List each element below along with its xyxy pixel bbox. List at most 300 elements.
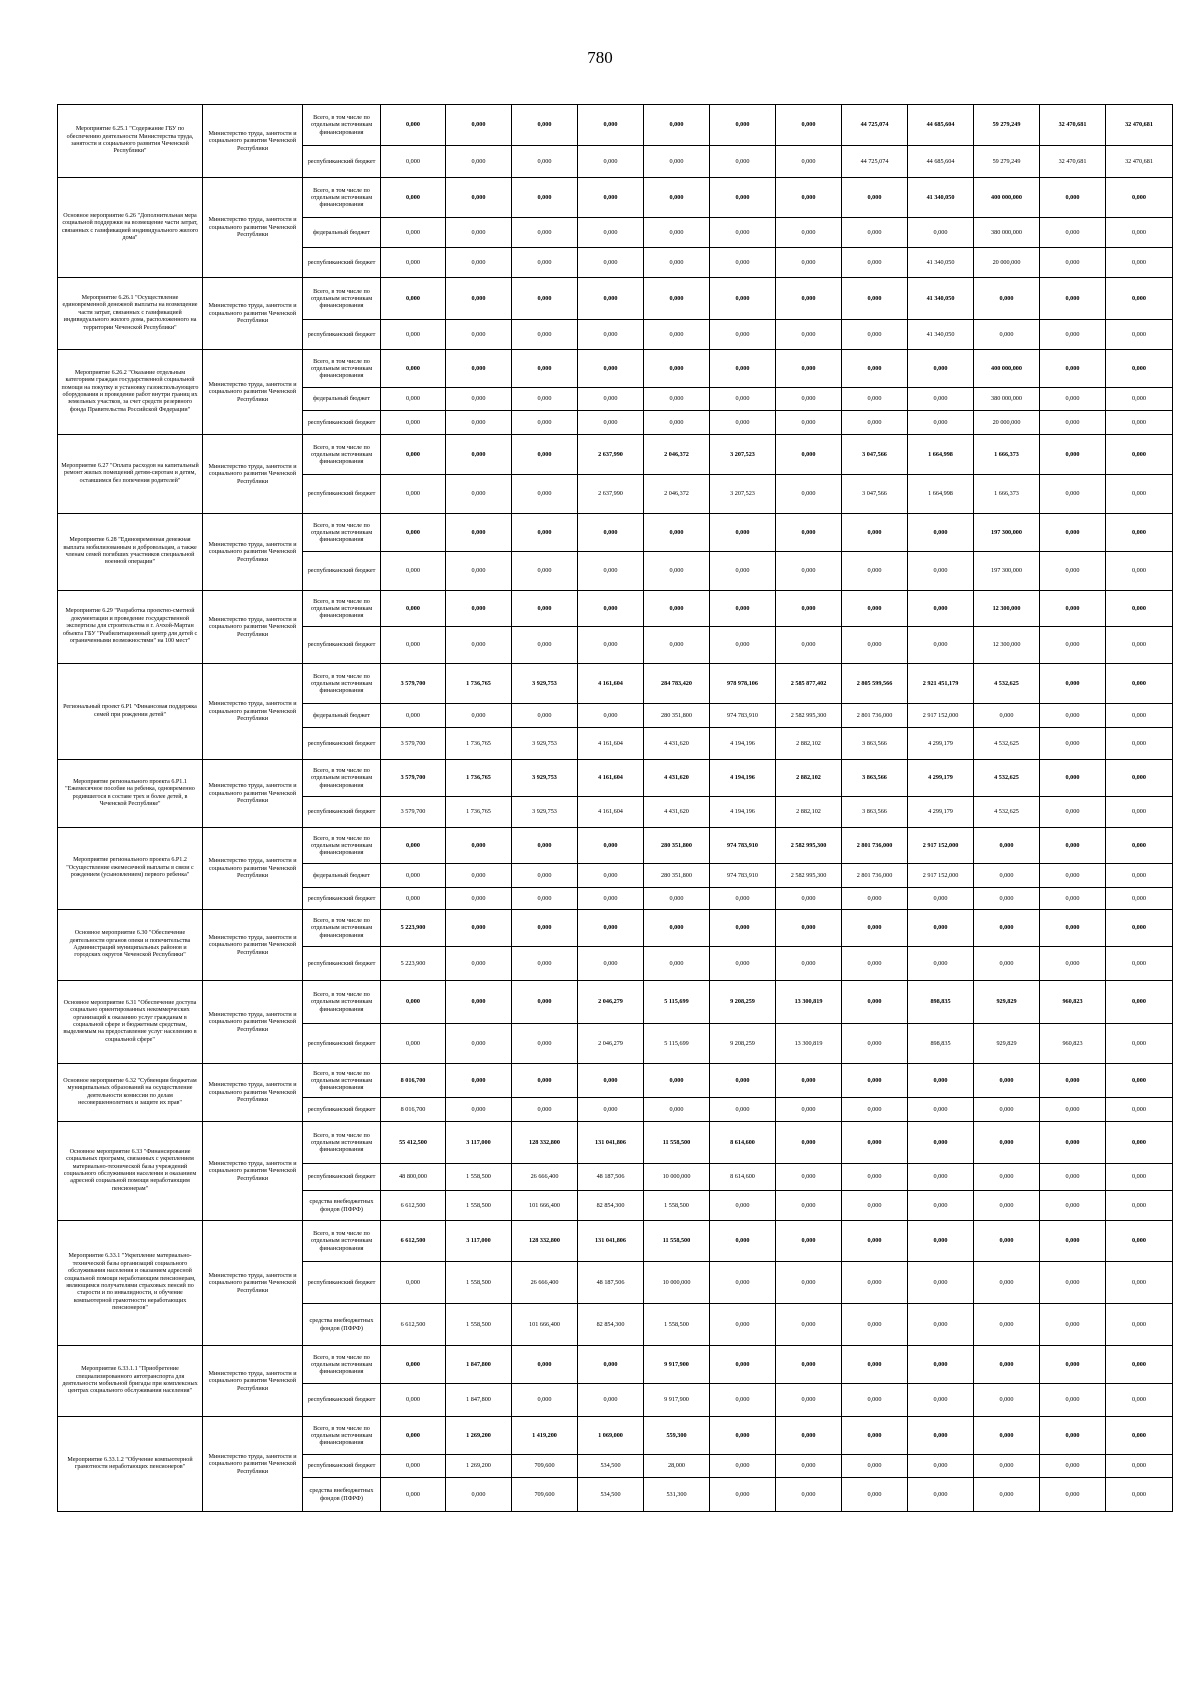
amount-cell: 12 300,000 [974,591,1040,627]
amount-cell: 4 161,604 [578,728,644,760]
amount-cell: 0,000 [644,218,710,248]
amount-cell: 0,000 [710,388,776,411]
event-title-cell: Мероприятие регионального проекта 6.Р1.1 "Ежемесячное пособие на ребенка, одновременно родившегося в составе трех и более детей, в Чеченской Республике" [58,760,203,828]
amount-cell: 0,000 [644,514,710,552]
amount-cell: 0,000 [776,350,842,388]
amount-cell: 2 917 152,000 [908,864,974,888]
amount-cell: 0,000 [1106,1417,1173,1455]
amount-cell: 0,000 [512,981,578,1024]
amount-cell: 0,000 [512,1098,578,1122]
amount-cell: 0,000 [1106,248,1173,278]
amount-cell: 0,000 [1106,178,1173,218]
amount-cell: 2 805 599,566 [842,664,908,704]
amount-cell: 0,000 [1040,828,1106,864]
amount-cell: 3 047,566 [842,435,908,475]
amount-cell: 0,000 [381,864,446,888]
amount-cell: 0,000 [710,1478,776,1512]
amount-cell: 0,000 [381,248,446,278]
amount-cell: 0,000 [710,1346,776,1384]
amount-cell: 0,000 [974,1304,1040,1346]
responsible-executor-cell: Министерство труда, занятости и социального развития Чеченской Республики [203,981,303,1064]
amount-cell: 0,000 [644,105,710,146]
amount-cell: 0,000 [578,278,644,320]
amount-cell: 534,500 [578,1478,644,1512]
amount-cell: 0,000 [842,1346,908,1384]
amount-cell: 0,000 [974,888,1040,910]
amount-cell: 0,000 [842,591,908,627]
amount-cell: 0,000 [842,514,908,552]
amount-cell: 32 470,681 [1106,105,1173,146]
amount-cell: 0,000 [1040,1064,1106,1098]
amount-cell: 0,000 [1040,248,1106,278]
amount-cell: 0,000 [446,218,512,248]
event-title-cell: Мероприятие 6.27 "Оплата расходов на капитальный ремонт жилых помещений детям-сиротам и детям, оставшимся без попечения родителей" [58,435,203,514]
amount-cell: 0,000 [512,1346,578,1384]
amount-cell: 1 558,500 [446,1304,512,1346]
amount-cell: 0,000 [1106,320,1173,350]
amount-cell: 559,300 [644,1417,710,1455]
amount-cell: 9 208,259 [710,981,776,1024]
amount-cell: 0,000 [1106,475,1173,514]
amount-cell: 4 431,620 [644,728,710,760]
amount-cell: 0,000 [1040,1262,1106,1304]
amount-cell: 0,000 [908,1478,974,1512]
amount-cell: 0,000 [1040,320,1106,350]
amount-cell: 2 637,990 [578,435,644,475]
amount-cell: 2 046,279 [578,981,644,1024]
amount-cell: 0,000 [908,1122,974,1164]
amount-cell: 0,000 [710,1262,776,1304]
amount-cell: 0,000 [776,146,842,178]
amount-cell: 0,000 [1106,1346,1173,1384]
event-title-cell: Мероприятие 6.33.1 "Укрепление материально-технической базы организаций социального обслуживания населения и оказанием адресной социальной помощи неработающим пенсионерам, являющимся получателями страховых пенсий по старости и по инвалидности, и обучение компьютерной грамотности неработающих пенсионеров" [58,1221,203,1346]
amount-cell: 0,000 [1040,552,1106,591]
amount-cell: 0,000 [842,910,908,947]
amount-cell: 0,000 [512,864,578,888]
amount-cell: 0,000 [1106,1024,1173,1064]
amount-cell: 0,000 [1040,910,1106,947]
amount-cell: 400 000,000 [974,178,1040,218]
amount-cell: 4 431,620 [644,797,710,828]
amount-cell: 0,000 [710,514,776,552]
amount-cell: 0,000 [381,435,446,475]
amount-cell: 1 664,998 [908,435,974,475]
amount-cell: 3 117,000 [446,1221,512,1262]
amount-cell: 0,000 [842,1024,908,1064]
amount-cell: 0,000 [446,320,512,350]
table-row-total [58,1122,1173,1164]
amount-cell: 0,000 [446,888,512,910]
responsible-executor-cell: Министерство труда, занятости и социального развития Чеченской Республики [203,435,303,514]
amount-cell: 2 046,372 [644,475,710,514]
funding-source-cell: республиканский бюджет [303,1098,381,1122]
amount-cell: 0,000 [381,514,446,552]
amount-cell: 0,000 [1040,728,1106,760]
amount-cell: 0,000 [1106,411,1173,435]
amount-cell: 0,000 [908,1346,974,1384]
amount-cell: 0,000 [1106,664,1173,704]
amount-cell: 0,000 [381,475,446,514]
amount-cell: 0,000 [381,218,446,248]
event-title-cell: Региональный проект 6.Р1 "Финансовая поддержка семей при рождении детей" [58,664,203,760]
table-row-total [58,910,1173,947]
amount-cell: 0,000 [908,1455,974,1478]
amount-cell: 0,000 [710,627,776,664]
amount-cell: 0,000 [512,910,578,947]
amount-cell: 0,000 [710,1384,776,1417]
amount-cell: 0,000 [776,1346,842,1384]
amount-cell: 0,000 [1106,760,1173,797]
amount-cell: 2 801 736,000 [842,864,908,888]
amount-cell: 3 863,566 [842,797,908,828]
amount-cell: 0,000 [578,411,644,435]
amount-cell: 0,000 [512,475,578,514]
amount-cell: 0,000 [710,320,776,350]
amount-cell: 0,000 [578,704,644,728]
amount-cell: 13 300,819 [776,981,842,1024]
amount-cell: 32 470,681 [1106,146,1173,178]
amount-cell: 0,000 [908,627,974,664]
amount-cell: 0,000 [381,1478,446,1512]
amount-cell: 0,000 [446,627,512,664]
funding-source-cell: республиканский бюджет [303,888,381,910]
funding-source-cell: Всего, в том числе по отдельным источникам финансирования [303,435,381,475]
amount-cell: 0,000 [644,278,710,320]
amount-cell: 2 917 152,000 [908,704,974,728]
amount-cell: 1 558,500 [446,1191,512,1221]
amount-cell: 0,000 [578,350,644,388]
amount-cell: 0,000 [1106,591,1173,627]
amount-cell: 0,000 [381,552,446,591]
amount-cell: 3 047,566 [842,475,908,514]
amount-cell: 0,000 [644,350,710,388]
amount-cell: 4 532,625 [974,728,1040,760]
amount-cell: 709,600 [512,1478,578,1512]
amount-cell: 197 300,000 [974,552,1040,591]
funding-source-cell: Всего, в том числе по отдельным источникам финансирования [303,1221,381,1262]
amount-cell: 32 470,681 [1040,105,1106,146]
amount-cell: 0,000 [512,388,578,411]
amount-cell: 0,000 [974,864,1040,888]
amount-cell: 0,000 [578,178,644,218]
amount-cell: 0,000 [1106,797,1173,828]
amount-cell: 898,835 [908,1024,974,1064]
amount-cell: 2 917 152,000 [908,828,974,864]
amount-cell: 0,000 [1040,760,1106,797]
amount-cell: 0,000 [1106,704,1173,728]
amount-cell: 4 161,604 [578,664,644,704]
amount-cell: 0,000 [381,178,446,218]
funding-source-cell: Всего, в том числе по отдельным источникам финансирования [303,910,381,947]
amount-cell: 41 340,050 [908,320,974,350]
amount-cell: 1 666,373 [974,435,1040,475]
amount-cell: 4 194,196 [710,760,776,797]
amount-cell: 26 666,400 [512,1164,578,1191]
amount-cell: 101 666,400 [512,1304,578,1346]
amount-cell: 1 558,500 [644,1304,710,1346]
responsible-executor-cell: Министерство труда, занятости и социального развития Чеченской Республики [203,591,303,664]
amount-cell: 3 207,523 [710,435,776,475]
amount-cell: 0,000 [644,178,710,218]
amount-cell: 0,000 [710,278,776,320]
amount-cell: 2 582 995,300 [776,828,842,864]
amount-cell: 0,000 [644,1064,710,1098]
amount-cell: 0,000 [1106,1478,1173,1512]
amount-cell: 0,000 [512,411,578,435]
amount-cell: 0,000 [776,411,842,435]
amount-cell: 0,000 [974,1221,1040,1262]
amount-cell: 0,000 [710,350,776,388]
amount-cell: 0,000 [446,864,512,888]
amount-cell: 0,000 [908,1191,974,1221]
amount-cell: 0,000 [1040,888,1106,910]
amount-cell: 0,000 [512,591,578,627]
amount-cell: 0,000 [644,411,710,435]
amount-cell: 41 340,050 [908,278,974,320]
amount-cell: 4 299,179 [908,797,974,828]
amount-cell: 0,000 [710,888,776,910]
amount-cell: 0,000 [710,105,776,146]
amount-cell: 1 847,800 [446,1384,512,1417]
amount-cell: 0,000 [578,627,644,664]
responsible-executor-cell: Министерство труда, занятости и социального развития Чеченской Республики [203,664,303,760]
amount-cell: 0,000 [381,981,446,1024]
amount-cell: 280 351,800 [644,828,710,864]
amount-cell: 3 863,566 [842,728,908,760]
amount-cell: 0,000 [710,1098,776,1122]
amount-cell: 6 612,500 [381,1191,446,1221]
amount-cell: 0,000 [908,1417,974,1455]
amount-cell: 0,000 [908,591,974,627]
table-row-total [58,591,1173,627]
amount-cell: 0,000 [1040,1455,1106,1478]
amount-cell: 0,000 [1040,947,1106,981]
amount-cell: 0,000 [1040,1191,1106,1221]
amount-cell: 82 854,300 [578,1304,644,1346]
funding-source-cell: Всего, в том числе по отдельным источникам финансирования [303,514,381,552]
funding-source-cell: Всего, в том числе по отдельным источникам финансирования [303,1346,381,1384]
amount-cell: 131 041,806 [578,1122,644,1164]
amount-cell: 0,000 [908,218,974,248]
amount-cell: 280 351,800 [644,704,710,728]
amount-cell: 12 300,000 [974,627,1040,664]
amount-cell: 2 882,102 [776,728,842,760]
amount-cell: 929,829 [974,1024,1040,1064]
amount-cell: 0,000 [381,388,446,411]
funding-source-cell: Всего, в том числе по отдельным источникам финансирования [303,981,381,1024]
amount-cell: 0,000 [578,888,644,910]
amount-cell: 2 585 877,402 [776,664,842,704]
amount-cell: 0,000 [842,1478,908,1512]
amount-cell: 1 664,998 [908,475,974,514]
amount-cell: 0,000 [1040,1122,1106,1164]
responsible-executor-cell: Министерство труда, занятости и социального развития Чеченской Республики [203,760,303,828]
amount-cell: 9 917,900 [644,1346,710,1384]
amount-cell: 0,000 [974,1164,1040,1191]
amount-cell: 0,000 [644,1098,710,1122]
amount-cell: 0,000 [512,828,578,864]
amount-cell: 0,000 [578,910,644,947]
amount-cell: 0,000 [1040,797,1106,828]
amount-cell: 0,000 [974,1478,1040,1512]
amount-cell: 3 117,000 [446,1122,512,1164]
table-row-total [58,828,1173,864]
amount-cell: 5 223,900 [381,947,446,981]
amount-cell: 4 194,196 [710,728,776,760]
amount-cell: 20 000,000 [974,248,1040,278]
amount-cell: 0,000 [446,1024,512,1064]
amount-cell: 1 736,765 [446,760,512,797]
amount-cell: 0,000 [578,1098,644,1122]
amount-cell: 0,000 [381,704,446,728]
amount-cell: 0,000 [381,350,446,388]
amount-cell: 0,000 [974,704,1040,728]
amount-cell: 28,000 [644,1455,710,1478]
funding-source-cell: республиканский бюджет [303,1455,381,1478]
amount-cell: 0,000 [578,947,644,981]
responsible-executor-cell: Министерство труда, занятости и социального развития Чеченской Республики [203,1221,303,1346]
funding-source-cell: республиканский бюджет [303,146,381,178]
amount-cell: 0,000 [1040,350,1106,388]
amount-cell: 0,000 [974,947,1040,981]
amount-cell: 0,000 [446,146,512,178]
amount-cell: 0,000 [974,1346,1040,1384]
amount-cell: 0,000 [446,105,512,146]
amount-cell: 2 046,279 [578,1024,644,1064]
amount-cell: 380 000,000 [974,218,1040,248]
funding-source-cell: республиканский бюджет [303,1164,381,1191]
amount-cell: 2 582 995,300 [776,864,842,888]
amount-cell: 0,000 [908,552,974,591]
amount-cell: 0,000 [1040,591,1106,627]
amount-cell: 0,000 [1106,435,1173,475]
amount-cell: 0,000 [1040,1221,1106,1262]
event-title-cell: Основное мероприятие 6.33 "Финансирование социальных программ, связанных с укреплением материально-технической базы учреждений социального обслуживания населения и оказанием адресной социальной помощи неработающим пенсионерам" [58,1122,203,1221]
amount-cell: 0,000 [1040,704,1106,728]
amount-cell: 0,000 [578,105,644,146]
funding-source-cell: Всего, в том числе по отдельным источникам финансирования [303,591,381,627]
amount-cell: 4 532,625 [974,760,1040,797]
funding-source-cell: Всего, в том числе по отдельным источникам финансирования [303,350,381,388]
amount-cell: 41 340,050 [908,248,974,278]
funding-source-cell: Всего, в том числе по отдельным источникам финансирования [303,828,381,864]
amount-cell: 0,000 [1106,1262,1173,1304]
responsible-executor-cell: Министерство труда, занятости и социального развития Чеченской Республики [203,350,303,435]
amount-cell: 8 614,600 [710,1122,776,1164]
amount-cell: 0,000 [776,1221,842,1262]
amount-cell: 0,000 [644,320,710,350]
amount-cell: 0,000 [1106,1455,1173,1478]
amount-cell: 0,000 [710,178,776,218]
responsible-executor-cell: Министерство труда, занятости и социального развития Чеченской Республики [203,1122,303,1221]
amount-cell: 0,000 [578,552,644,591]
event-title-cell: Основное мероприятие 6.30 "Обеспечение деятельности органов опеки и попечительства Администраций муниципальных районов и городских округов Чеченской Республики" [58,910,203,981]
amount-cell: 0,000 [446,248,512,278]
amount-cell: 1 736,765 [446,797,512,828]
funding-source-cell: республиканский бюджет [303,728,381,760]
amount-cell: 0,000 [710,1417,776,1455]
amount-cell: 0,000 [1106,278,1173,320]
amount-cell: 9 917,900 [644,1384,710,1417]
amount-cell: 3 579,700 [381,664,446,704]
amount-cell: 0,000 [578,1346,644,1384]
amount-cell: 0,000 [512,178,578,218]
amount-cell: 0,000 [578,146,644,178]
amount-cell: 0,000 [1040,178,1106,218]
amount-cell: 20 000,000 [974,411,1040,435]
amount-cell: 0,000 [908,1221,974,1262]
amount-cell: 4 431,620 [644,760,710,797]
amount-cell: 0,000 [1040,1384,1106,1417]
amount-cell: 8 016,700 [381,1064,446,1098]
funding-source-cell: республиканский бюджет [303,552,381,591]
amount-cell: 0,000 [512,146,578,178]
amount-cell: 0,000 [776,1191,842,1221]
amount-cell: 0,000 [908,910,974,947]
amount-cell: 0,000 [776,320,842,350]
amount-cell: 0,000 [776,248,842,278]
amount-cell: 0,000 [512,320,578,350]
amount-cell: 0,000 [1106,1384,1173,1417]
amount-cell: 0,000 [446,514,512,552]
amount-cell: 0,000 [842,1191,908,1221]
amount-cell: 1 736,765 [446,728,512,760]
amount-cell: 0,000 [908,1304,974,1346]
amount-cell: 0,000 [842,1064,908,1098]
amount-cell: 280 351,800 [644,864,710,888]
amount-cell: 974 783,910 [710,864,776,888]
amount-cell: 1 847,800 [446,1346,512,1384]
amount-cell: 0,000 [974,1262,1040,1304]
amount-cell: 0,000 [710,1221,776,1262]
amount-cell: 531,300 [644,1478,710,1512]
amount-cell: 0,000 [1106,627,1173,664]
amount-cell: 55 412,500 [381,1122,446,1164]
amount-cell: 0,000 [776,1417,842,1455]
amount-cell: 0,000 [776,1262,842,1304]
amount-cell: 0,000 [1040,1164,1106,1191]
responsible-executor-cell: Министерство труда, занятости и социального развития Чеченской Республики [203,514,303,591]
amount-cell: 0,000 [381,1417,446,1455]
event-title-cell: Мероприятие регионального проекта 6.Р1.2 "Осуществление ежемесячной выплаты в связи с рождением (усыновлением) первого ребенка" [58,828,203,910]
funding-source-cell: федеральный бюджет [303,864,381,888]
amount-cell: 0,000 [1040,864,1106,888]
amount-cell: 0,000 [381,1455,446,1478]
amount-cell: 1 736,765 [446,664,512,704]
amount-cell: 0,000 [446,704,512,728]
amount-cell: 0,000 [381,320,446,350]
amount-cell: 0,000 [644,591,710,627]
amount-cell: 0,000 [1106,514,1173,552]
amount-cell: 0,000 [381,278,446,320]
amount-cell: 0,000 [578,248,644,278]
amount-cell: 26 666,400 [512,1262,578,1304]
amount-cell: 0,000 [842,1304,908,1346]
amount-cell: 0,000 [1106,1304,1173,1346]
amount-cell: 0,000 [710,1064,776,1098]
amount-cell: 0,000 [1106,947,1173,981]
amount-cell: 1 558,500 [644,1191,710,1221]
amount-cell: 1 269,200 [446,1417,512,1455]
amount-cell: 0,000 [381,411,446,435]
amount-cell: 0,000 [1106,552,1173,591]
amount-cell: 0,000 [842,350,908,388]
funding-source-cell: федеральный бюджет [303,218,381,248]
table-row-total [58,514,1173,552]
amount-cell: 44 685,604 [908,105,974,146]
amount-cell: 2 801 736,000 [842,704,908,728]
amount-cell: 0,000 [776,388,842,411]
